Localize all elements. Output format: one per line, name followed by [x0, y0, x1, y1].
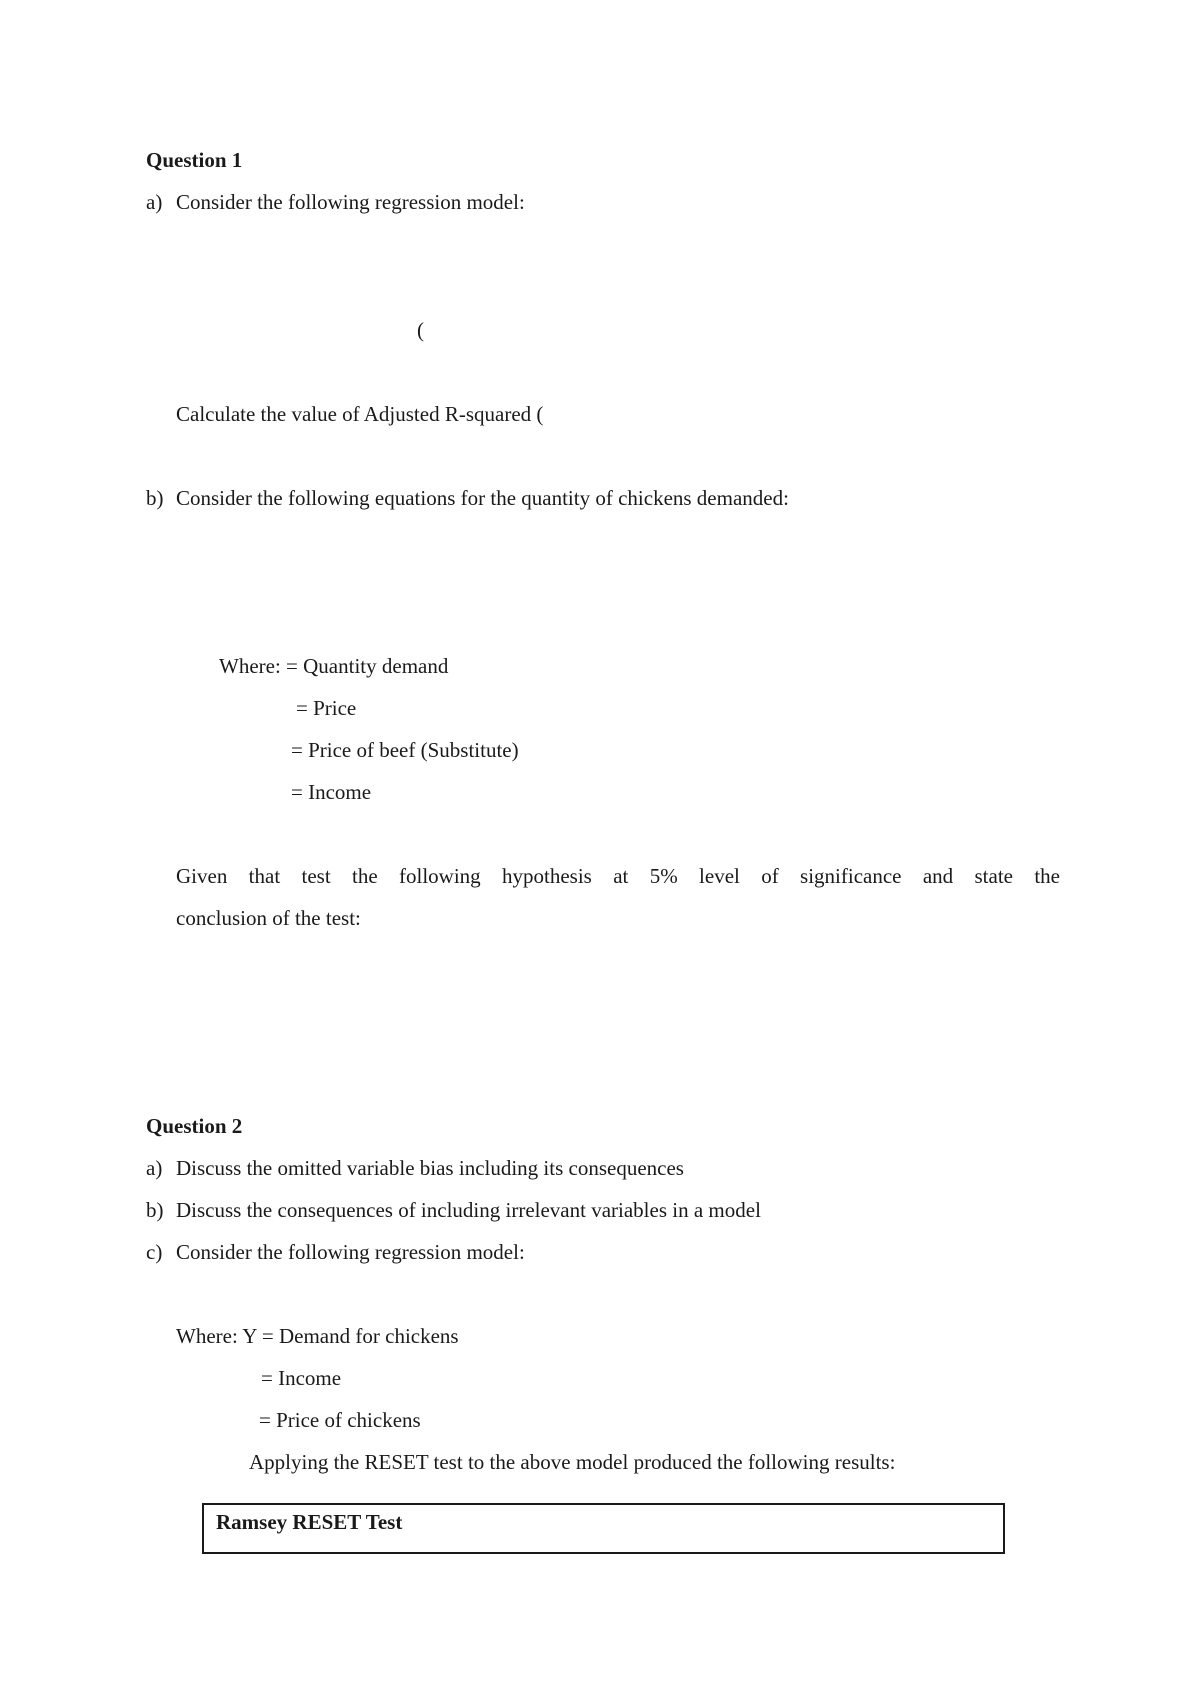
q2-where-line-income: = Income	[261, 1366, 342, 1390]
q1-part-b-label: b)	[146, 486, 164, 510]
reset-results-box	[202, 1503, 1005, 1554]
q2-item-c-label: c)	[146, 1240, 163, 1264]
q1-part-a-text: Consider the following regression model:	[176, 190, 525, 214]
question-1-heading: Question 1	[146, 148, 243, 172]
q1-part-b-text: Consider the following equations for the quantity of chickens demanded:	[176, 486, 789, 510]
q1-hypothesis-line-2: conclusion of the test:	[176, 906, 361, 930]
reset-box-title: Ramsey RESET Test	[216, 1510, 403, 1534]
q2-where-line-price: = Price of chickens	[259, 1408, 421, 1432]
q2-item-b-text: Discuss the consequences of including irrelevant variables in a model	[176, 1198, 761, 1222]
question-2-heading: Question 2	[146, 1114, 243, 1138]
q2-reset-intro: Applying the RESET test to the above model produced the following results:	[249, 1450, 896, 1474]
q2-where-line-demand: Where: Y = Demand for chickens	[176, 1324, 459, 1348]
q1-hypothesis-line-1: Given that test the following hypothesis at 5% level of significance and state the	[176, 864, 1060, 888]
q1-where-line-price: = Price	[296, 696, 357, 720]
q1-adjusted-r-line: Calculate the value of Adjusted R-squared (	[176, 402, 544, 426]
q1-paren-fragment: (	[417, 318, 424, 342]
q2-item-a-text: Discuss the omitted variable bias including its consequences	[176, 1156, 684, 1180]
q2-item-b-label: b)	[146, 1198, 164, 1222]
q2-item-c-text: Consider the following regression model:	[176, 1240, 525, 1264]
q1-where-line-quantity: Where: = Quantity demand	[219, 654, 449, 678]
q1-where-line-beef: = Price of beef (Substitute)	[291, 738, 519, 762]
q1-part-a-label: a)	[146, 190, 163, 214]
q1-where-line-income: = Income	[291, 780, 372, 804]
q2-item-a-label: a)	[146, 1156, 163, 1180]
